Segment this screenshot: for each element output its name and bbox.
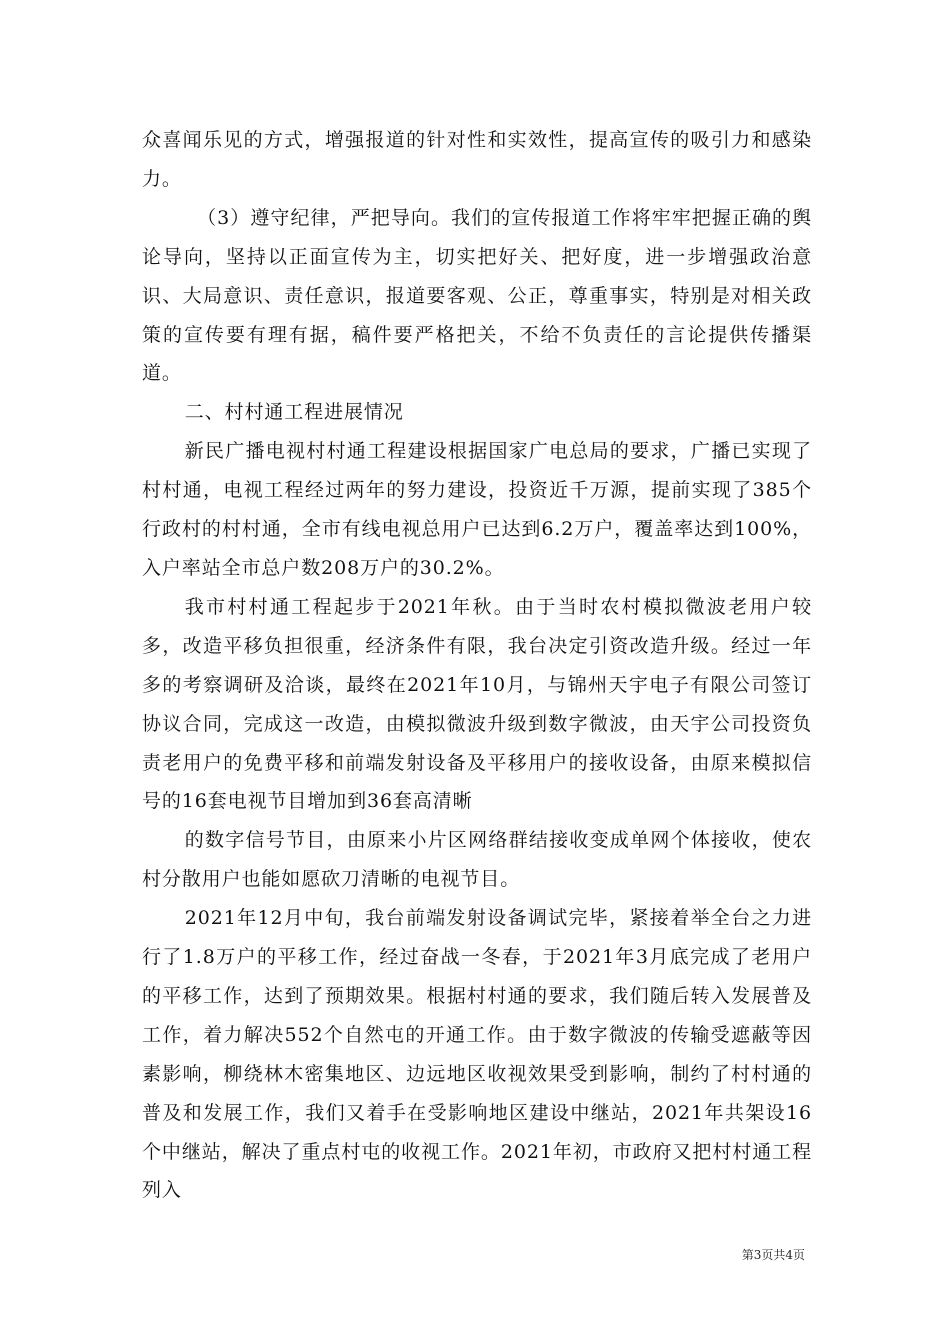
section-heading: 二、村村通工程进展情况 bbox=[184, 401, 404, 424]
paragraph-continuation: 众喜闻乐见的方式，增强报道的针对性和实效性，提高宣传的吸引力和感染力。 bbox=[142, 129, 812, 190]
paragraph-progress: 2021年12月中旬，我台前端发射设备调试完毕，紧接着举全台之力进行了1.8万户的平移工作，经过奋战一冬春，于2021年3月底完成了老用户的平移工作，达到了预期效果。根据村村通的要求，我们随后转入发展普及工作，着力解决552个自然屯的开通工作。由于数字微波的传输受遮蔽等因素影响，柳绕林木密集地区、边远地区收视效果受到影响，制约了村村通的普及和发展工作，我们又着手在受影响地区建设中继站，2021年共架设16个中继站，解决了重点村屯的收视工作。2021年初，市政府又把村村通工程列入 bbox=[142, 907, 812, 1202]
paragraph-history: 我市村村通工程起步于2021年秋。由于当时农村模拟微波老用户较多，改造平移负担很重，经济条件有限，我台决定引资改造升级。经过一年多的考察调研及洽谈，最终在2021年10月，与锦州天宇电子有限公司签订协议合同，完成这一改造，由模拟微波升级到数字微波，由天宇公司投资负责老用户的免费平移和前端发射设备及平移用户的接收设备，由原来模拟信号的16套电视节目增加到36套高清晰 bbox=[142, 595, 812, 813]
document-body bbox=[142, 121, 812, 1210]
paragraph-discipline: （3）遵守纪律，严把导向。我们的宣传报道工作将牢牢把握正确的舆论导向，坚持以正面宣传为主，切实把好关、把好度，进一步增强政治意识、大局意识、责任意识，报道要客观、公正，尊重事实，特别是对相关政策的宣传要有理有据，稿件要严格把关，不给不负责任的言论提供传播渠道。 bbox=[142, 206, 812, 385]
page-number: 第3页共4页 bbox=[741, 1248, 805, 1262]
paragraph-digital-signal: 的数字信号节目，由原来小片区网络群结接收变成单网个体接收，使农村分散用户也能如愿砍刀清晰的电视节目。 bbox=[142, 829, 812, 891]
paragraph-overview: 新民广播电视村村通工程建设根据国家广电总局的要求，广播已实现了村村通，电视工程经过两年的努力建设，投资近千万源，提前实现了385个行政村的村村通，全市有线电视总用户已达到6.2万户，覆盖率达到100%，入户率站全市总户数208万户的30.2%。 bbox=[142, 440, 812, 579]
